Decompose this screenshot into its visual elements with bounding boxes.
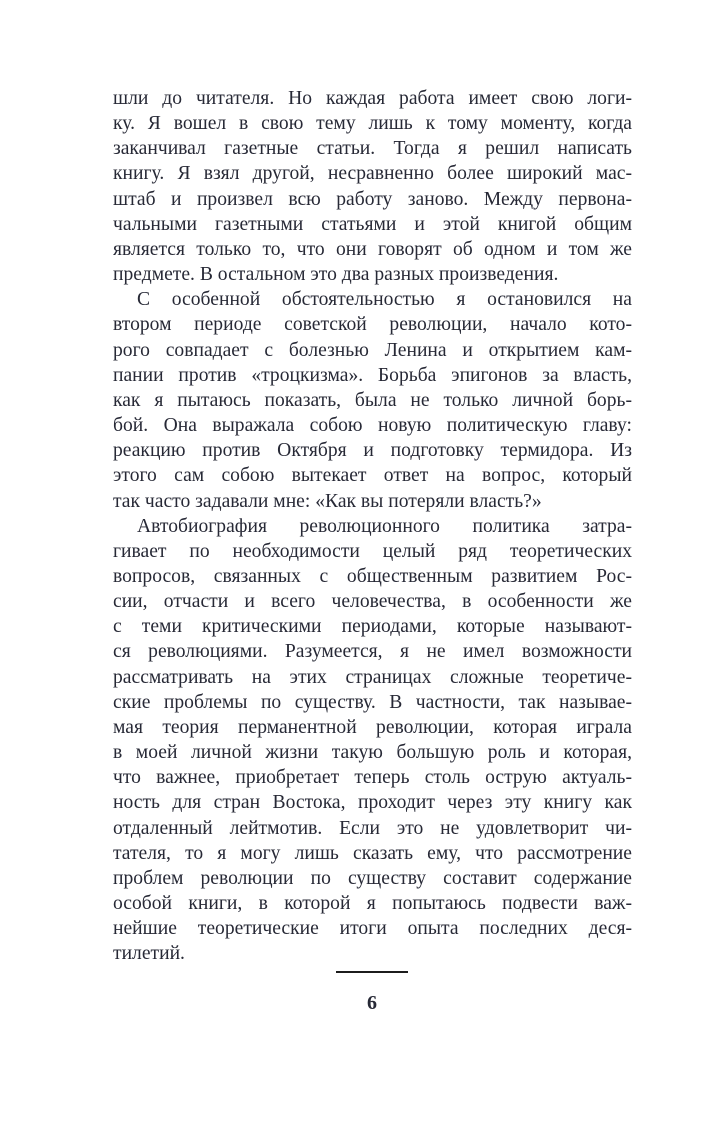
footer-divider xyxy=(336,971,408,973)
text-block xyxy=(113,86,632,966)
paragraph xyxy=(113,86,632,287)
text-line: втором периоде советской революции, начало кото- xyxy=(113,314,632,336)
text-line: реакцию против Октября и подготовку термидора. Из xyxy=(113,440,632,462)
text-line: заканчивал газетные статьи. Тогда я решил написать xyxy=(113,138,632,160)
text-line: ские проблемы по существу. В частности, так называе- xyxy=(113,691,632,713)
text-line: так часто задавали мне: «Как вы потеряли власть?» xyxy=(113,490,542,512)
text-line: проблем революции по существу составит содержание xyxy=(113,867,632,889)
text-line: гивает по необходимости целый ряд теоретических xyxy=(113,540,632,562)
text-line: тилетий. xyxy=(113,943,185,965)
text-line: тателя, то я могу лишь сказать ему, что рассмотрение xyxy=(113,842,632,864)
text-line: Автобиография революционного политика затра- xyxy=(137,515,632,537)
text-line: рассматривать на этих страницах сложные теоретиче- xyxy=(113,666,632,688)
text-line: книгу. Я взял другой, несравненно более широкий мас- xyxy=(113,163,632,185)
text-line: отдаленный лейтмотив. Если это не удовлетворит чи- xyxy=(113,817,632,839)
text-line: рого совпадает с болезнью Ленина и открытием кам- xyxy=(113,339,632,361)
page-number: 6 xyxy=(367,992,377,1014)
paragraph xyxy=(113,514,632,967)
text-line: С особенной обстоятельностью я остановился на xyxy=(137,289,632,311)
text-line: предмете. В остальном это два разных произведения. xyxy=(113,264,559,286)
text-line: этого сам собою вытекает ответ на вопрос, который xyxy=(113,465,632,487)
text-line: мая теория перманентной революции, которая играла xyxy=(113,716,632,738)
text-line: нейшие теоретические итоги опыта последних деся- xyxy=(113,918,632,940)
text-line: с теми критическими периодами, которые называют- xyxy=(113,616,632,638)
text-line: что важнее, приобретает теперь столь острую актуаль- xyxy=(113,767,632,789)
text-line: как я пытаюсь показать, была не только личной борь- xyxy=(113,389,632,411)
paragraph xyxy=(113,287,632,513)
text-line: ся революциями. Разумеется, я не имел возможности xyxy=(113,641,632,663)
text-line: в моей личной жизни такую большую роль и которая, xyxy=(113,742,632,764)
text-line: ку. Я вошел в свою тему лишь к тому моменту, когда xyxy=(113,113,632,135)
text-line: чальными газетными статьями и этой книгой общим xyxy=(113,213,632,235)
text-line: ность для стран Востока, проходит через эту книгу как xyxy=(113,792,632,814)
text-line: штаб и произвел всю работу заново. Между первона- xyxy=(113,188,632,210)
text-line: шли до читателя. Но каждая работа имеет свою логи- xyxy=(113,88,632,109)
text-line: сии, отчасти и всего человечества, в особенности же xyxy=(113,591,632,613)
text-line: пании против «троцкизма». Борьба эпигонов за власть, xyxy=(113,364,632,386)
text-line: вопросов, связанных с общественным развитием Рос- xyxy=(113,565,632,587)
text-line: бой. Она выражала собою новую политическую главу: xyxy=(113,415,632,437)
text-line: является только то, что они говорят об одном и том же xyxy=(113,238,632,260)
text-line: особой книги, в которой я попытаюсь подвести важ- xyxy=(113,893,632,914)
